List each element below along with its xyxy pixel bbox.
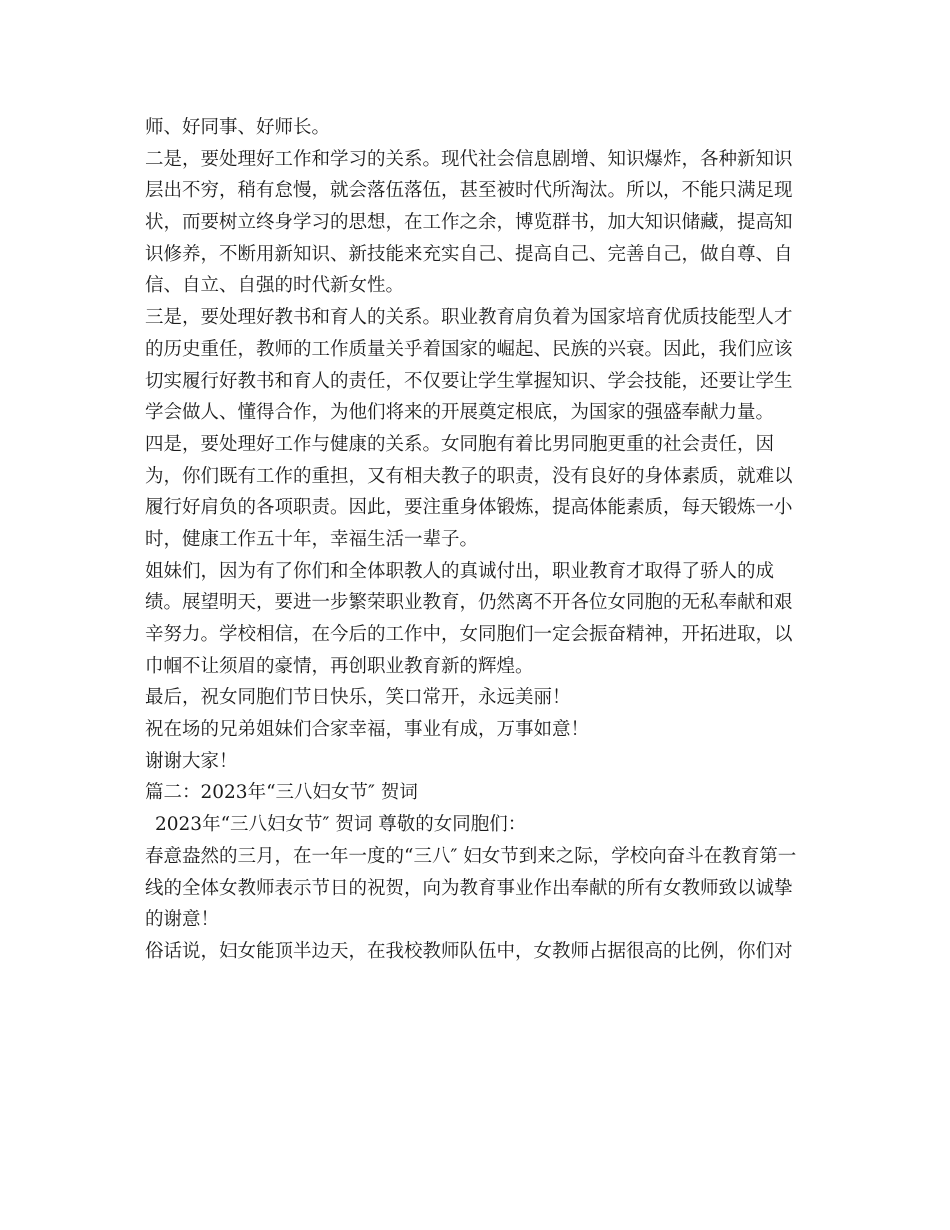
text-line: 师、好同事、好师长。 (145, 117, 331, 138)
text-line: 二是，要处理好工作和学习的关系。现代社会信息剧增、知识爆炸，各种新知识 (145, 148, 793, 170)
text-line: 最后，祝女同胞们节日快乐，笑口常开，永远美丽！ (145, 687, 571, 709)
text-line: 祝在场的兄弟姐妹们合家幸福，事业有成，万事如意！ (145, 719, 590, 741)
text-line: 四是，要处理好工作与健康的关系。女同胞有着比男同胞更重的社会责任，因 (145, 433, 775, 455)
text-line: 谢谢大家！ (145, 750, 238, 772)
text-line: 状，而要树立终身学习的思想，在工作之余，博览群书，加大知识储藏，提高知 (145, 212, 793, 234)
text-line: 的谢意！ (145, 909, 220, 931)
text-line: 春意盎然的三月，在一年一度的“三八″ 妇女节到来之际，学校向奋斗在教育第一 (145, 845, 797, 867)
text-line: 俗话说，妇女能顶半边天，在我校教师队伍中，女教师占据很高的比例，你们对 (145, 940, 793, 962)
section-heading: 篇二：2023年“三八妇女节″ 贺词 (145, 782, 418, 804)
text-line: 学会做人、懂得合作，为他们将来的开展奠定根底，为国家的强盛奉献力量。 (145, 402, 775, 424)
text-line: 识修养，不断用新知识、新技能来充实自己、提高自己、完善自己，做自尊、自 (145, 243, 793, 265)
text-line: 信、自立、自强的时代新女性。 (145, 275, 405, 297)
text-line: 切实履行好教书和育人的责任，不仅要让学生掌握知识、学会技能，还要让学生 (145, 370, 793, 392)
text-line: 履行好肩负的各项职责。因此，要注重身体锻炼，提高体能素质，每天锻炼一小 (145, 497, 793, 519)
text-line: 时，健康工作五十年，幸福生活一辈子。 (145, 528, 479, 550)
text-line: 2023年“三八妇女节″ 贺词 尊敬的女同胞们： (155, 814, 527, 836)
text-line: 三是，要处理好教书和育人的关系。职业教育肩负着为国家培育优质技能型人才 (145, 307, 793, 329)
text-line: 绩。展望明天，要进一步繁荣职业教育，仍然离不开各位女同胞的无私奉献和艰 (145, 592, 793, 614)
text-line: 的历史重任，教师的工作质量关乎着国家的崛起、民族的兴衰。因此，我们应该 (145, 338, 793, 360)
text-line: 为，你们既有工作的重担，又有相夫教子的职责，没有良好的身体素质，就难以 (145, 465, 793, 487)
text-line: 巾帼不让须眉的豪情，再创职业教育新的辉煌。 (145, 655, 534, 677)
text-line: 辛努力。学校相信，在今后的工作中，女同胞们一定会振奋精神，开拓进取，以 (145, 624, 793, 645)
document-body (145, 112, 810, 968)
text-line: 层出不穷，稍有怠慢，就会落伍落伍，甚至被时代所淘汰。所以，不能只满足现 (145, 180, 793, 202)
text-line: 姐妹们，因为有了你们和全体职教人的真诚付出，职业教育才取得了骄人的成 (145, 560, 775, 582)
text-line: 线的全体女教师表示节日的祝贺，向为教育事业作出奉献的所有女教师致以诚挚 (145, 877, 793, 899)
